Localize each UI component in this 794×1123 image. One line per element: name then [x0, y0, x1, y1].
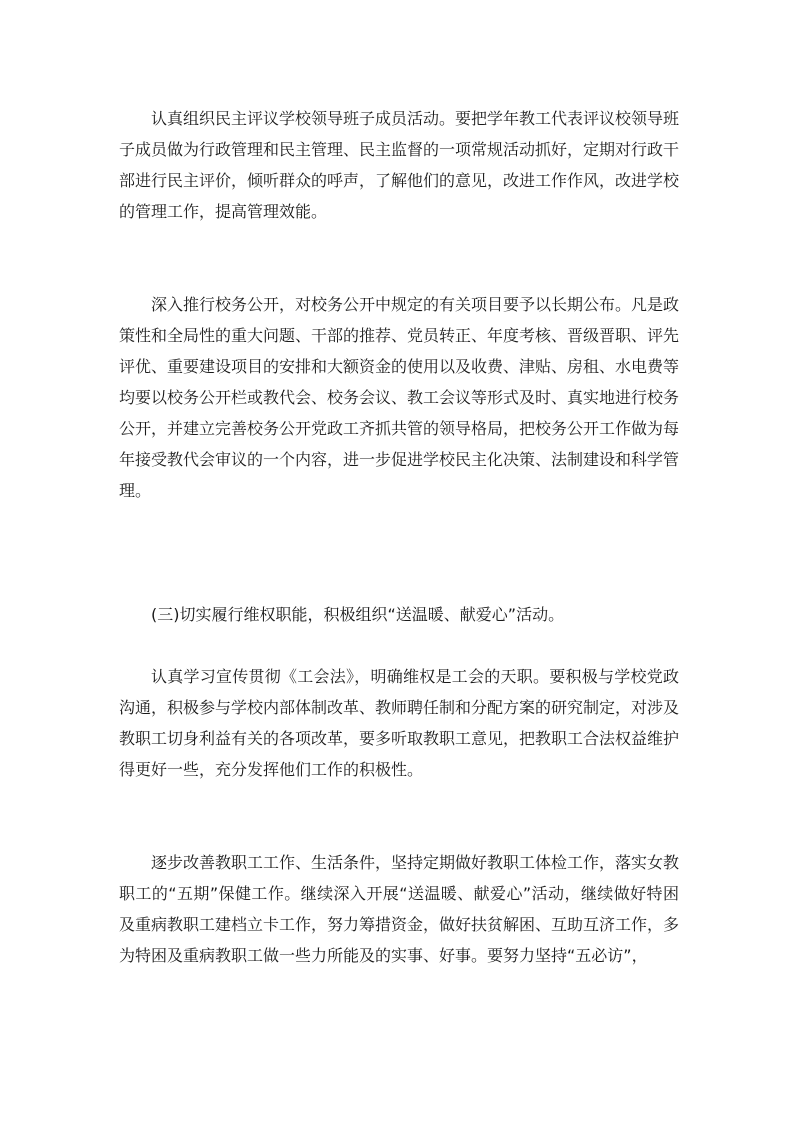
- section-heading-rights-protection: (三)切实履行维权职能，积极组织“送温暖、献爱心”活动。: [151, 605, 565, 624]
- paragraph-democratic-evaluation: 认真组织民主评议学校领导班子成员活动。要把学年教工代表评议校领导班子成员做为行政管理和民主管理、民主监督的一项常规活动抓好，定期对行政干部进行民主评价，倾听群众的呼声，了解他们的意见，改进工作作风，改进学校的管理工作，提高管理效能。: [119, 109, 680, 221]
- paragraph-union-law: 认真学习宣传贯彻《工会法》，明确维权是工会的天职。要积极与学校党政沟通，积极参与学校内部体制改革、教师聘任制和分配方案的研究制定，对涉及教职工切身利益有关的各项改革，要多听取教职工意见，把教职工合法权益维护得更好一些，充分发挥他们工作的积极性。: [119, 667, 680, 779]
- paragraph-working-conditions: 逐步改善教职工工作、生活条件，坚持定期做好教职工体检工作，落实女教职工的“五期”保健工作。继续深入开展“送温暖、献爱心”活动，继续做好特困及重病教职工建档立卡工作，努力筹措资金，做好扶贫解困、互助互济工作，多为特困及重病教职工做一些力所能及的实事、好事。要努力坚持“五必访”，: [119, 853, 680, 965]
- paragraph-school-affairs-disclosure: 深入推行校务公开，对校务公开中规定的有关项目要予以长期公布。凡是政策性和全局性的重大问题、干部的推荐、党员转正、年度考核、晋级晋职、评先评优、重要建设项目的安排和大额资金的使用以及收费、津贴、房租、水电费等均要以校务公开栏或教代会、校务会议、教工会议等形式及时、真实地进行校务公开，并建立完善校务公开党政工齐抓共管的领导格局，把校务公开工作做为每年接受教代会审议的一个内容，进一步促进学校民主化决策、法制建设和科学管理。: [119, 295, 680, 500]
